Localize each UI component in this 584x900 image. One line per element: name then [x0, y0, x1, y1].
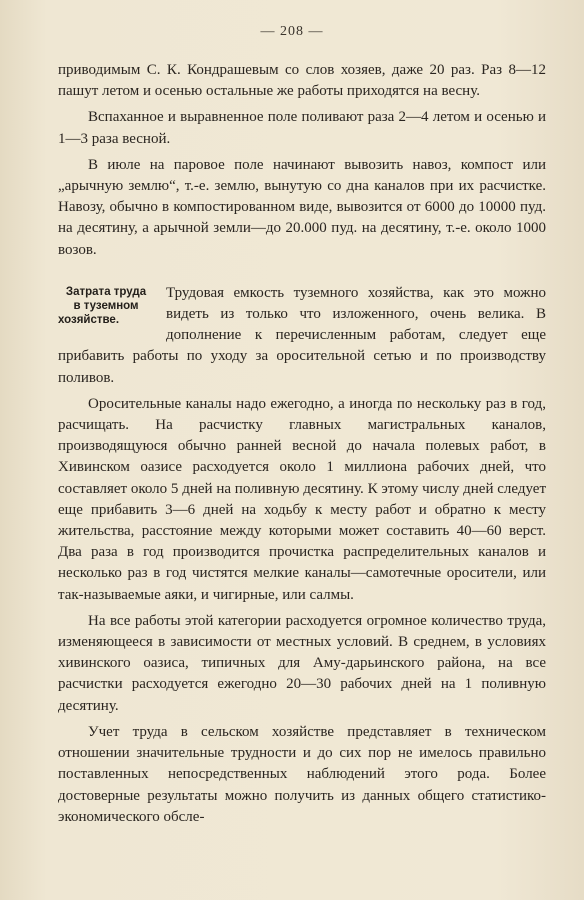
paragraph: Учет труда в сельском хозяйстве представляет в техническом отношении значительные трудности и до сих пор не имелось правильно поставленных непосредственных наблюдений этого рода. Более достоверные результаты можно получить из данных общего статистико-экономического обсле- [58, 723, 546, 825]
margin-note-line: Затрата труда [65, 285, 147, 298]
paragraph: Вспаханное и выравненное поле поливают раза 2—4 летом и осенью и 1—3 раза весной. [58, 109, 546, 147]
margin-note-line: в туземном [73, 299, 139, 312]
page-number: — 208 — [260, 24, 324, 39]
paragraph: Оросительные каналы надо ежегодно, а иногда по нескольку раз в год, расчищать. На расчистку главных магистральных каналов, производящуюся обычно ранней весной до начала полевых работ, в Хивинском оазисе расходуется около 1 миллиона рабочих дней, что составляет около 5 дней на поливную десятину. К этому числу дней следует еще прибавить 3—6 дней на ходьбу к месту работ и обратно к месту жительства, расстояние между которыми может составить 40—60 верст. Два раза в год производится прочистка распределительных каналов и несколько раз в год чистятся мелкие каналы—самотечные оросители, или так-называемые аяки, и чигирные, или салмы. [58, 395, 546, 603]
section-first-paragraph: Трудовая емкость туземного хозяйства, как это можно видеть из только что изложенного, очень велика. В дополнение к перечисленным работам, следует еще прибавить работы по уходу за оросительной сетью и по производству поливов. [58, 284, 546, 386]
paragraph: В июле на паровое поле начинают вывозить навоз, компост или „арычную землю“, т.-е. землю, вынутую со дна каналов при их расчистке. Навозу, обычно в компостированном виде, вывозится от 6000 до 10000 пуд. на десятину, а арычной земли—до 20.000 пуд. на десятину, т.-е. около 1000 возов. [58, 156, 546, 258]
paragraph: приводимым С. К. Кондрашевым со слов хозяев, даже 20 раз. Раз 8—12 пашут летом и осенью остальные же работы приходятся на весну. [58, 62, 546, 100]
margin-note [56, 285, 156, 327]
margin-note-line: хозяйстве. [58, 313, 120, 326]
section-gap [58, 261, 546, 283]
body-text [58, 60, 546, 828]
paragraph: На все работы этой категории расходуется огромное количество труда, изменяющееся в зависимости от местных условий. В среднем, в условиях хивинского оазиса, типичных для Аму-дарьинского района, на все расчистки расходуется ежегодно 20—30 рабочих дней на 1 поливную десятину. [58, 612, 546, 714]
